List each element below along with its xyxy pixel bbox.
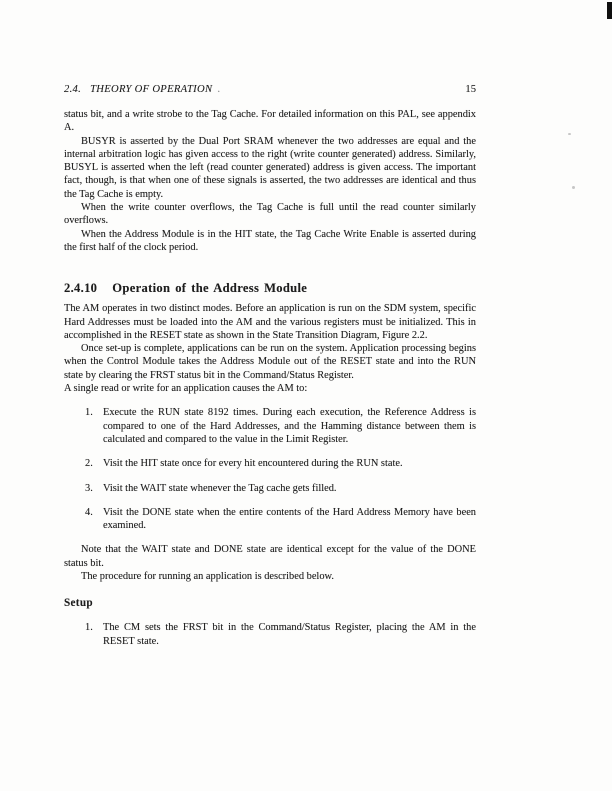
text-column xyxy=(64,84,476,648)
running-header xyxy=(64,84,476,96)
chapter-title: THEORY OF OPERATION xyxy=(90,84,213,95)
note-paragraph: Note that the WAIT state and DONE state are identical except for the value of the DONE status bit. xyxy=(64,544,476,569)
scan-speck xyxy=(572,186,575,189)
section-heading xyxy=(64,281,476,296)
scan-corner-mark xyxy=(607,2,612,19)
section-label: 2.4. xyxy=(64,84,82,95)
list-item xyxy=(64,482,476,495)
paragraph: status bit, and a write strobe to the Tag Cache. For detailed information on this PAL, see appendix A. xyxy=(64,109,476,134)
list-item-text: Visit the DONE state when the entire contents of the Hard Address Memory have been examined. xyxy=(103,506,476,532)
scan-dot-artifact: . xyxy=(217,84,221,95)
list-item-number: 3. xyxy=(85,482,93,494)
paragraph: Once set-up is complete, applications can be run on the system. Application processing begins when the Control Module takes the Address Module out of the RESET state and into the RUN state by clearing the FRST status bit in the Command/Status Register. xyxy=(64,343,476,381)
list-item-text: Execute the RUN state 8192 times. During each execution, the Reference Address is compared to one of the Hard Addresses, and the Hamming distance between them is calculated and compared to the value in the Limit Register. xyxy=(103,407,476,445)
list-item-number: 1. xyxy=(85,407,93,419)
list-item-text: The CM sets the FRST bit in the Command/Status Register, placing the AM in the RESET state. xyxy=(103,622,476,647)
list-item-number: 2. xyxy=(85,458,93,470)
paragraph: BUSYR is asserted by the Dual Port SRAM whenever the two addresses are equal and the internal arbitration logic has given access to the right (write counter generated) address. Similarly, BUSYL is asserted when the left (read counter generated) address is given access. The important fact, though, is that when one of these signals is asserted, the two addresses are identical and thus the Tag Cache is empty. xyxy=(64,135,476,200)
list-lead-in: A single read or write for an application causes the AM to: xyxy=(64,383,308,395)
list-item-number: 4. xyxy=(85,506,93,518)
paragraph: When the Address Module is in the HIT state, the Tag Cache Write Enable is asserted during the first half of the clock period. xyxy=(64,228,476,253)
paragraph: The procedure for running an application is described below. xyxy=(81,571,334,583)
paragraph: When the write counter overflows, the Tag Cache is full until the read counter similarly overflows. xyxy=(64,202,476,227)
setup-list xyxy=(64,621,476,648)
list-item-text: Visit the HIT state once for every hit encountered during the RUN state. xyxy=(103,458,403,470)
numbered-list xyxy=(64,406,476,532)
running-header-title xyxy=(64,84,220,96)
list-item xyxy=(64,506,476,533)
list-item-number: 1. xyxy=(85,622,93,634)
setup-heading: Setup xyxy=(64,597,93,610)
page-number: 15 xyxy=(465,84,476,95)
list-item xyxy=(64,621,476,648)
list-item xyxy=(64,457,476,470)
section-title: Operation of the Address Module xyxy=(112,281,308,296)
scan-speck xyxy=(568,133,571,135)
list-item-text: Visit the WAIT state whenever the Tag cache gets filled. xyxy=(103,482,337,494)
paragraph: The AM operates in two distinct modes. Before an application is run on the SDM system, specific Hard Addresses must be loaded into the AM and the various registers must be initialized. This in accomplished in the RESET state as shown in the State Transition Diagram, Figure 2.2. xyxy=(64,303,476,341)
section-number: 2.4.10 xyxy=(64,281,98,296)
list-item xyxy=(64,406,476,446)
